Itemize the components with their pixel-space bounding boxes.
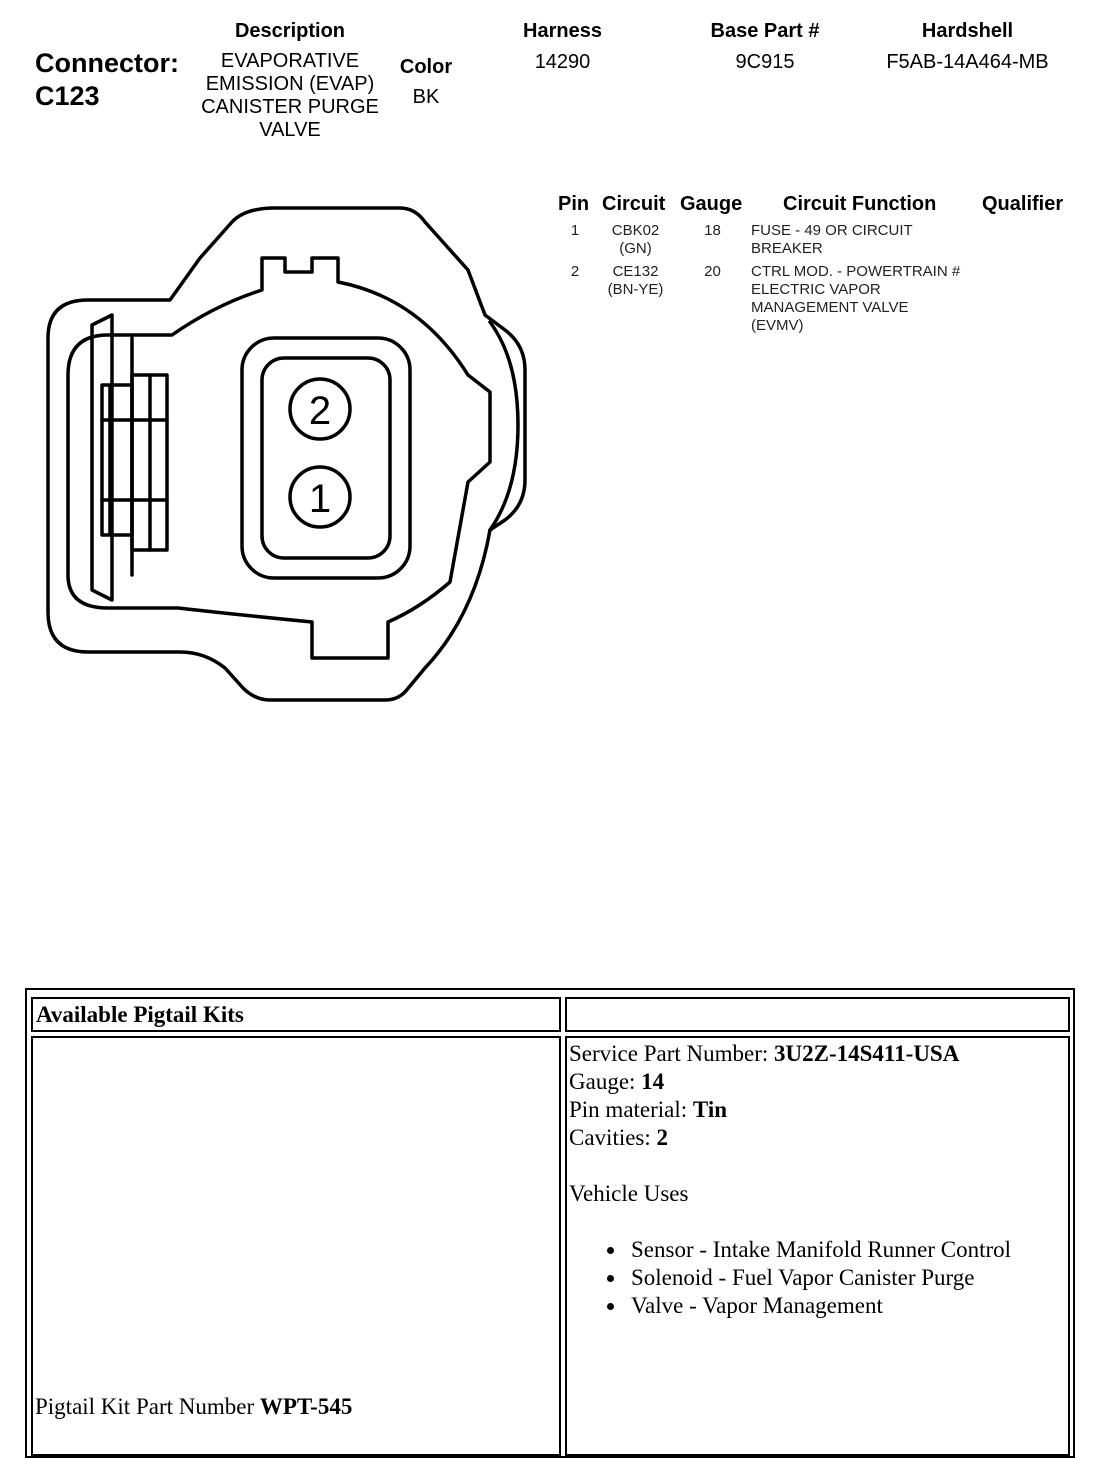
right-rib [490, 322, 518, 530]
pin-material-label: Pin material: [569, 1097, 693, 1122]
cavities-label: Cavities: [569, 1125, 657, 1150]
circuit-code: CE132 [612, 263, 659, 280]
pin-1-label: 1 [308, 477, 332, 521]
description-line: CANISTER PURGE [201, 96, 379, 118]
gauge-line [569, 1068, 1011, 1096]
base-part-value: 9C915 [735, 51, 795, 73]
gauge-column-header: Gauge [680, 193, 743, 215]
cavities-value: 2 [656, 1125, 669, 1150]
vehicle-uses-label: Vehicle Uses [569, 1181, 689, 1206]
qualifier-column-header: Qualifier [982, 193, 1064, 215]
description-line: EVAPORATIVE [220, 50, 360, 72]
pigtail-details-cell [565, 1036, 1070, 1456]
vehicle-uses-list [569, 1236, 1011, 1320]
pin-material-line [569, 1096, 1011, 1124]
gauge-label: Gauge: [569, 1069, 642, 1094]
function-line: BREAKER [751, 240, 823, 257]
description-line: VALVE [259, 119, 321, 141]
pin-cell: 2 [570, 263, 580, 280]
connector-face-diagram [20, 195, 550, 715]
service-part-label: Service Part Number: [569, 1041, 775, 1066]
pigtail-title: Available Pigtail Kits [36, 1002, 244, 1027]
circuit-wire-color: (BN-YE) [607, 281, 664, 298]
latch-block [102, 385, 132, 535]
harness-value: 14290 [534, 51, 591, 73]
kit-part-number [35, 1393, 352, 1421]
function-line: ELECTRIC VAPOR [751, 281, 881, 298]
pigtail-image-cell [31, 1036, 561, 1456]
outer-shell [48, 208, 525, 700]
pigtail-title-cell [31, 997, 561, 1032]
function-line: MANAGEMENT VALVE [751, 299, 909, 316]
harness-header: Harness [523, 20, 602, 42]
circuit-wire-color: (GN) [619, 240, 652, 257]
hardshell-header: Hardshell [921, 20, 1014, 42]
pin-column-header: Pin [558, 193, 590, 215]
cavity-outer [242, 338, 410, 578]
circuit-cell [598, 222, 673, 258]
vehicle-use-item: Solenoid - Fuel Vapor Canister Purge [569, 1264, 1011, 1292]
circuit-cell [598, 263, 673, 299]
function-line: FUSE - 49 OR CIRCUIT [751, 222, 913, 239]
gauge-cell: 20 [704, 263, 721, 280]
description-line: EMISSION (EVAP) [205, 73, 375, 95]
connector-id: C123 [35, 81, 100, 111]
kit-part-value: WPT-545 [259, 1394, 353, 1419]
circuit-column-header: Circuit [602, 193, 666, 215]
circuit-code: CBK02 [611, 222, 660, 239]
function-cell [751, 222, 981, 258]
gauge-value: 14 [641, 1069, 665, 1094]
function-line: (EVMV) [751, 317, 804, 334]
color-value: BK [412, 86, 440, 108]
pin-2-label: 2 [308, 389, 332, 433]
pin-material-value: Tin [692, 1097, 728, 1122]
color-header: Color [399, 56, 453, 78]
vehicle-use-item: Valve - Vapor Management [569, 1292, 1011, 1320]
hardshell-value: F5AB-14A464-MB [886, 51, 1049, 73]
function-cell [751, 263, 991, 335]
description-header: Description [234, 20, 346, 42]
base-part-header: Base Part # [710, 20, 820, 42]
pigtail-empty-header-cell [565, 997, 1070, 1032]
kit-part-label: Pigtail Kit Part Number [35, 1394, 260, 1419]
vehicle-use-item: Sensor - Intake Manifold Runner Control [569, 1236, 1011, 1264]
function-line: CTRL MOD. - POWERTRAIN # [751, 263, 961, 280]
service-part-number [569, 1040, 1011, 1068]
pin-cell: 1 [570, 222, 580, 239]
connector-description [185, 50, 395, 142]
service-part-value: 3U2Z-14S411-USA [774, 1041, 960, 1066]
circuit-function-column-header: Circuit Function [783, 193, 937, 215]
cavities-line [569, 1124, 1011, 1152]
connector-label: Connector: [35, 48, 179, 78]
gauge-cell: 18 [704, 222, 721, 239]
